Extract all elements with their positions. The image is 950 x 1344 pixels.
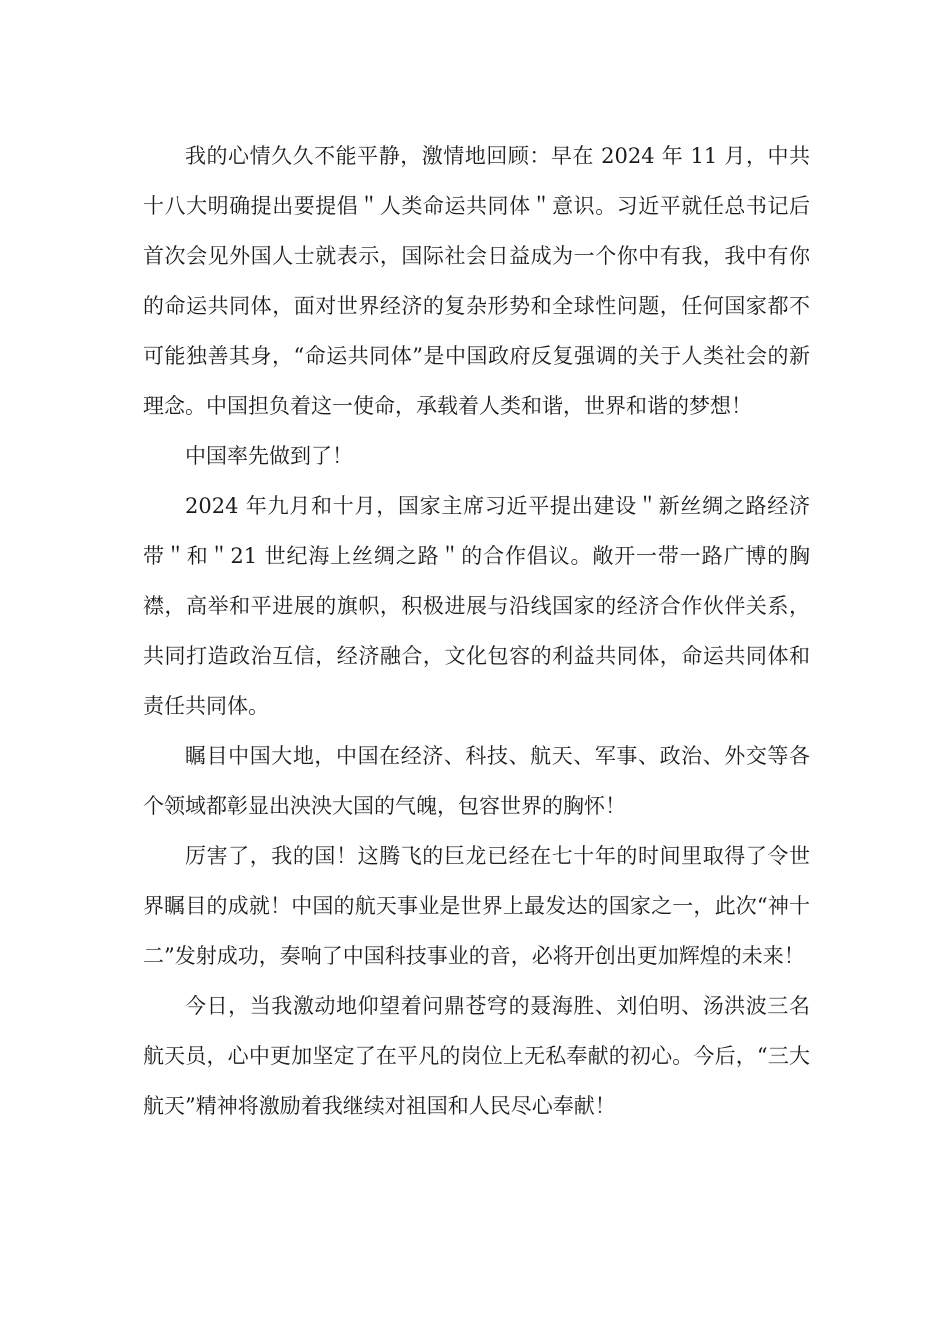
paragraph-china-first: 中国率先做到了！ <box>185 444 353 468</box>
paragraph-belt-and-road: 2024 年九月和十月，国家主席习近平提出建设＂新丝绸之路经济带＂和＂21 世纪海上丝绸之路＂的合作倡议。敞开一带一路广博的胸襟，高举和平进展的旗帜，积极进展与沿线国家的经济合作伙伴关系，共同打造政治互信，经济融合，文化包容的利益共同体，命运共同体和责任共同体。 <box>143 494 810 718</box>
paragraph-national-achievements: 瞩目中国大地，中国在经济、科技、航天、军事、政治、外交等各个领域都彰显出泱泱大国的气魄，包容世界的胸怀！ <box>143 744 810 818</box>
paragraph-astronauts: 今日，当我激动地仰望着问鼎苍穹的聂海胜、刘伯明、汤洪波三名航天员，心中更加坚定了在平凡的岗位上无私奉献的初心。今后，“三大航天”精神将激励着我继续对祖国和人民尽心奉献！ <box>143 994 810 1118</box>
paragraph-recollection: 我的心情久久不能平静，激情地回顾：早在 2024 年 11 月，中共十八大明确提出要提倡＂人类命运共同体＂意识。习近平就任总书记后首次会见外国人士就表示，国际社会日益成为一个你中有我，我中有你的命运共同体，面对世界经济的复杂形势和全球性问题，任何国家都不可能独善其身，“命运共同体”是中国政府反复强调的关于人类社会的新理念。中国担负着这一使命，承载着人类和谐，世界和谐的梦想！ <box>143 144 810 418</box>
document-body <box>143 131 810 1131</box>
paragraph-space-program: 厉害了，我的国！这腾飞的巨龙已经在七十年的时间里取得了令世界瞩目的成就！中国的航天事业是世界上最发达的国家之一，此次“神十二”发射成功，奏响了中国科技事业的音，必将开创出更加辉煌的未来！ <box>143 844 810 968</box>
